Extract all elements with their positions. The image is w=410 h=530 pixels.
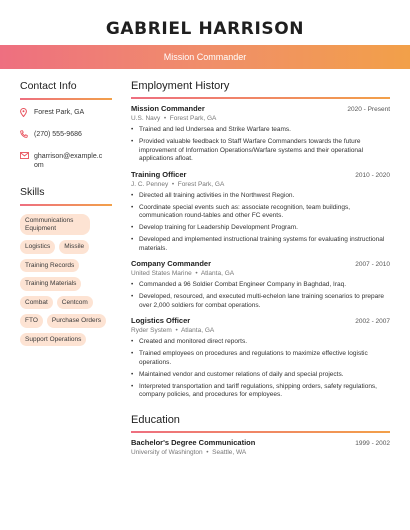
job-bullet: • Developed, resourced, and executed multi-echelon lane training scenarios to prepare over 2,000 soldiers for combat operations.	[131, 293, 390, 310]
job-bullet: • Develop training for Leadership Development Program.	[131, 224, 390, 233]
job-company-line: J. C. Penney • Forest Park, GA	[131, 180, 225, 188]
education-location: Seattle, WA	[212, 448, 247, 456]
job-bullet: • Trained and led Undersea and Strike Warfare teams.	[131, 126, 390, 135]
education-heading: Education	[131, 413, 180, 426]
skill-chip: Training Materials	[20, 277, 81, 291]
job-location: Atlanta, GA	[200, 270, 235, 277]
skills-divider	[20, 204, 112, 206]
job-bullet: • Developed and implemented instructional training systems for evaluating instructional materials.	[131, 236, 390, 253]
contact-location	[20, 108, 112, 117]
job-bullet: • Trained employees on procedures and regulations to maximize effective logistic operations.	[131, 350, 390, 367]
job-bullets	[131, 126, 390, 164]
job-location: Forest Park, GA	[177, 180, 225, 188]
contact-email-text[interactable]: gharrison@example.com	[34, 153, 103, 169]
job-entry	[131, 259, 390, 310]
skill-chip: Training Records	[20, 259, 79, 273]
job-date: 2020 - Present	[347, 106, 390, 113]
contact-email[interactable]	[20, 152, 112, 170]
right-column	[131, 80, 390, 462]
job-bullets	[131, 281, 390, 310]
job-title: Mission Commander	[131, 104, 205, 113]
education-degree: Bachelor's Degree Communication	[131, 437, 256, 447]
job-bullet: • Commanded a 96 Soldier Combat Engineer Company in Baghdad, Iraq.	[131, 281, 390, 290]
employment-divider	[131, 97, 390, 99]
skill-chip: FTO	[20, 314, 43, 328]
job-bullet: • Directed all training activities in the Northwest Region.	[131, 192, 390, 201]
contact-heading: Contact Info	[20, 80, 77, 92]
skill-chip: Logistics	[20, 240, 55, 254]
skill-chip: Combat	[20, 296, 53, 310]
employment-heading: Employment History	[131, 80, 230, 92]
job-bullets	[131, 338, 390, 400]
education-divider	[131, 431, 390, 433]
job-title: Training Officer	[131, 169, 187, 179]
skill-chip: Support Operations	[20, 333, 86, 347]
job-company: United States Marine	[131, 270, 192, 277]
education-school: University of Washington	[131, 448, 203, 456]
contact-location-text: Forest Park, GA	[34, 109, 85, 116]
skill-chip: Missile	[59, 240, 89, 254]
job-bullet: • Created and monitored direct reports.	[131, 338, 390, 347]
job-date: 2010 - 2020	[355, 171, 390, 179]
skill-chip: Purchase Orders	[47, 314, 106, 328]
job-company: U.S. Navy	[131, 115, 161, 122]
job-location: Atlanta, GA	[180, 327, 215, 334]
skill-chip: Communications Equipment	[20, 214, 90, 235]
job-entry	[131, 170, 390, 254]
contact-divider	[20, 98, 112, 100]
contact-phone-text: (270) 555-9686	[34, 131, 82, 138]
job-title: Company Commander	[131, 259, 212, 268]
job-entry	[131, 316, 390, 400]
job-company: J. C. Penney	[131, 180, 169, 188]
job-bullet: • Provided valuable feedback to Staff Warfare Commanders towards the future improvement of Information Operations/Warfare systems and their operational applications afloat.	[131, 138, 390, 164]
job-bullet: • Coordinate special events such as: associate recognition, team buildings, communication round-tables and other FC events.	[131, 204, 390, 221]
skills-heading: Skills	[20, 186, 45, 198]
job-date: 2002 - 2007	[355, 318, 390, 325]
job-location: Forest Park, GA	[169, 115, 217, 122]
job-date: 2007 - 2010	[355, 261, 390, 268]
education-entry	[131, 438, 390, 456]
job-title: Logistics Officer	[131, 316, 191, 325]
education-school-line: University of Washington • Seattle, WA	[131, 448, 247, 456]
contact-phone	[20, 130, 112, 139]
job-entry	[131, 104, 390, 164]
job-company-line: Ryder System • Atlanta, GA	[131, 327, 215, 334]
education-date: 1999 - 2002	[355, 439, 390, 447]
phone-icon	[20, 130, 34, 138]
left-column	[20, 80, 112, 346]
job-company-line: United States Marine • Atlanta, GA	[131, 270, 235, 277]
skill-chip: Centcom	[57, 296, 93, 310]
job-bullets	[131, 192, 390, 254]
job-bullet: • Interpreted transportation and tariff regulations, shipping orders, safety regulations, company policies, and procedures for employees.	[131, 383, 390, 400]
job-company: Ryder System	[131, 327, 172, 334]
mail-icon	[20, 152, 34, 159]
skills-list	[20, 214, 112, 346]
job-title-banner: Mission Commander	[0, 45, 410, 69]
location-pin-icon	[20, 108, 34, 117]
candidate-name: GABRIEL HARRISON	[105, 19, 305, 39]
job-bullet: • Maintained vendor and customer relations of daily and special projects.	[131, 371, 390, 380]
job-company-line: U.S. Navy • Forest Park, GA	[131, 115, 217, 122]
